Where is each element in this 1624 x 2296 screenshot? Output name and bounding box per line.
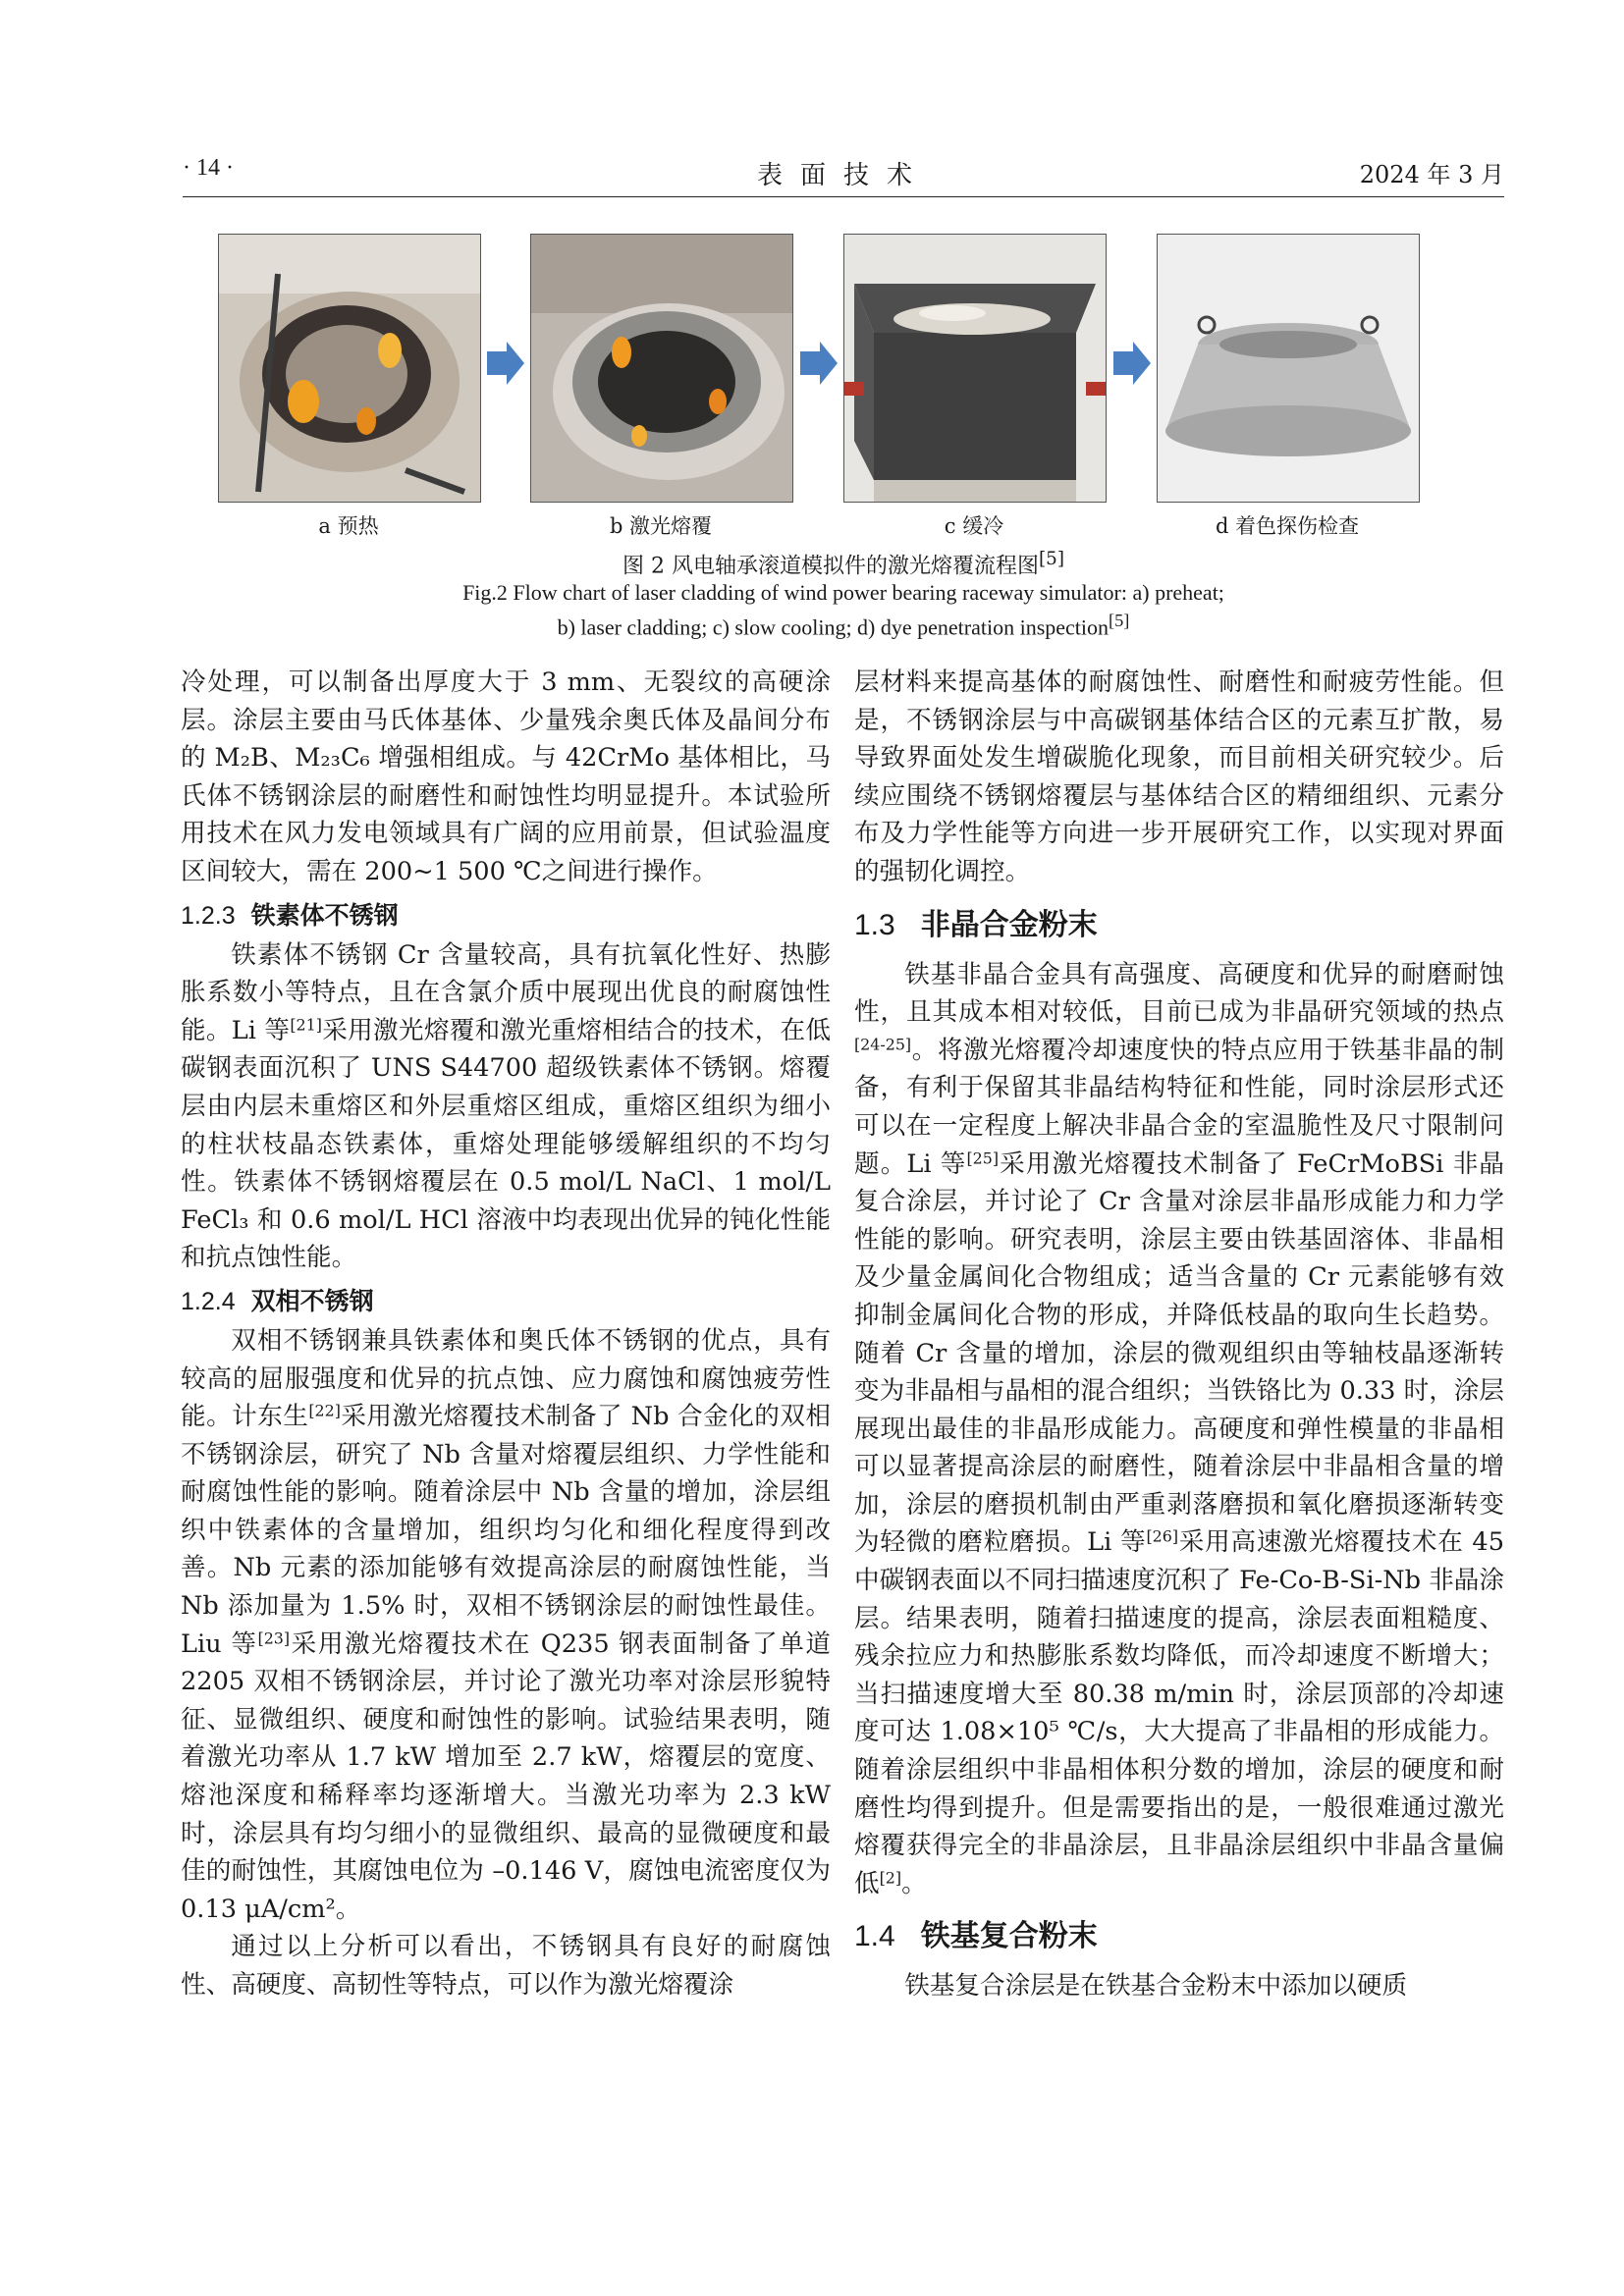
section-heading-1-3 — [854, 905, 1504, 946]
panel-label-c: c 缓冷 — [944, 514, 1004, 538]
text-run: 。 — [901, 1868, 927, 1898]
section-heading-1-2-3 — [181, 897, 831, 934]
arrow-right-icon — [800, 342, 838, 385]
photo-laser-cladding — [530, 234, 793, 503]
text-run: 采用激光熔覆技术制备了 Nb 合金化的双相不锈钢涂层，研究了 Nb 含量对熔覆层组织、力学性能和耐腐蚀性能的影响。随着涂层中 Nb 含量的增加，涂层组织中铁素体的含量增加，组织均匀化和细化程度得到改善。Nb 元素的添加能够有效提高涂层的耐腐蚀性能，当 Nb 添加量为 1.5% 时，双相不锈钢涂层的耐蚀性最佳。Liu 等 — [181, 1402, 831, 1659]
section-number: 1.2.3 — [181, 901, 236, 930]
figure-caption-cn — [183, 546, 1504, 580]
text-run: 采用激光熔覆技术在 Q235 钢表面制备了单道 2205 双相不锈钢涂层，并讨论了激光功率对涂层形貌特征、显微组织、硬度和耐蚀性的影响。试验结果表明，随着激光功率从 1.7 kW 增加至 2.7 kW，熔覆层的宽度、熔池深度和稀释率均逐渐增大。当激光功率为 2.3 kW 时，涂层具有均匀细小的显微组织、最高的显微硬度和最佳的耐蚀性，其腐蚀电位为 –0.146 V，腐蚀电流密度仅为 0.13 μA/cm²。 — [181, 1629, 831, 1924]
text-run: 铁素体不锈钢 Cr 含量较高，具有抗氧化性好、热膨胀系数小等特点，且在含氯介质中展现出优良的耐腐蚀性能。Li 等 — [181, 939, 831, 1045]
text-run: 采用激光熔覆和激光重熔相结合的技术，在低碳钢表面沉积了 UNS S44700 超级铁素体不锈钢。熔覆层由内层未重熔区和外层重熔区组成，重熔区组织为细小的柱状枝晶态铁素体，重熔处理能够缓解组织的不均匀性。铁素体不锈钢熔覆层在 0.5 mol/L NaCl、1 mol/L FeCl₃ 和 0.6 mol/L HCl 溶液中均表现出优异的钝化性能和抗点蚀性能。 — [181, 1015, 831, 1273]
paragraph: 通过以上分析可以看出，不锈钢具有良好的耐腐蚀性、高硬度、高韧性等特点，可以作为激光熔覆涂 — [181, 1932, 831, 2000]
figure-caption-en-line2 — [183, 607, 1504, 641]
citation: [21] — [290, 1015, 322, 1035]
text-run: 采用高速激光熔覆技术在 45 中碳钢表面以不同扫描速度沉积了 Fe-Co-B-Si-Nb 非晶涂层。结果表明，随着扫描速度的提高，涂层表面粗糙度、残余拉应力和热膨胀系数均降低，而冷却速度不断增大；当扫描速度增大至 80.38 m/min 时，涂层顶部的冷却速度可达 1.08×10⁵ ℃/s，大大提高了非晶相的形成能力。随着涂层组织中非晶相体积分数的增加，涂层的硬度和耐磨性均得到提升。但是需要指出的是，一般很难通过激光熔覆获得完全的非晶涂层，且非晶涂层组织中非晶含量偏低 — [854, 1527, 1504, 1898]
paragraph — [181, 936, 831, 1277]
photo-dye-penetration — [1157, 234, 1420, 503]
arrow-right-icon — [1113, 342, 1151, 385]
citation: [22] — [308, 1401, 341, 1420]
citation: [2] — [879, 1868, 902, 1888]
header-rule — [183, 196, 1504, 197]
section-number: 1.4 — [854, 1920, 895, 1953]
paragraph: 层材料来提高基体的耐腐蚀性、耐磨性和耐疲劳性能。但是，不锈钢涂层与中高碳钢基体结合区的元素互扩散，易导致界面处发生增碳脆化现象，而目前相关研究较少。后续应围绕不锈钢熔覆层与基体结合区的精细组织、元素分布及力学性能等方向进一步开展研究工作，以实现对界面的强韧化调控。 — [854, 667, 1504, 886]
section-heading-1-4 — [854, 1916, 1504, 1957]
issue-date: 2024 年 3 月 — [1359, 161, 1504, 188]
citation: [23] — [257, 1628, 291, 1647]
paragraph — [854, 956, 1504, 1903]
figure-caption-en-line1: Fig.2 Flow chart of laser cladding of wind power bearing raceway simulator: a) preheat; — [462, 580, 1224, 605]
caption-en-text: b) laser cladding; c) slow cooling; d) dye penetration inspection — [557, 614, 1110, 640]
running-header — [183, 155, 1504, 194]
citation: [5] — [1109, 611, 1130, 630]
right-column — [854, 664, 1504, 2005]
section-number: 1.3 — [854, 908, 895, 941]
photo-preheat — [218, 234, 481, 503]
section-title: 双相不锈钢 — [250, 1287, 374, 1315]
citation: [5] — [1039, 549, 1064, 569]
section-title: 铁基复合粉末 — [920, 1920, 1098, 1953]
photo-slow-cooling — [843, 234, 1107, 503]
citation: [26] — [1146, 1526, 1179, 1546]
paragraph: 冷处理，可以制备出厚度大于 3 mm、无裂纹的高硬涂层。涂层主要由马氏体基体、少量残余奥氏体及晶间分布的 M₂B、M₂₃C₆ 增强相组成。与 42CrMo 基体相比，马氏体不锈钢涂层的耐磨性和耐蚀性均明显提升。本试验所用技术在风力发电领域具有广阔的应用前景，但试验温度区间较大，需在 200~1 500 ℃之间进行操作。 — [181, 667, 831, 886]
panel-label-b: b 激光熔覆 — [609, 514, 713, 538]
left-column — [181, 664, 831, 2004]
section-title: 铁素体不锈钢 — [250, 901, 399, 930]
text-run: 采用激光熔覆技术制备了 FeCrMoBSi 非晶复合涂层，并讨论了 Cr 含量对涂层非晶形成能力和力学性能的影响。研究表明，涂层主要由铁基固溶体、非晶相及少量金属间化合物组成；适当含量的 Cr 元素能够有效抑制金属间化合物的形成，并降低枝晶的取向生长趋势。随着 Cr 含量的增加，涂层的微观组织由等轴枝晶逐渐转变为非晶相与晶相的混合组织；当铁铬比为 0.33 时，涂层展现出最佳的非晶形成能力。高硬度和弹性模量的非晶相可以显著提高涂层的耐磨性，随着涂层中非晶相含量的增加，涂层的磨损机制由严重剥落磨损和氧化磨损逐渐转变为轻微的磨粒磨损。Li 等 — [854, 1148, 1504, 1558]
caption-cn-text: 图 2 风电轴承滚道模拟件的激光熔覆流程图 — [623, 554, 1040, 579]
citation: [25] — [966, 1148, 1000, 1167]
paragraph: 铁基复合涂层是在铁基合金粉末中添加以硬质 — [904, 1971, 1408, 2002]
text-run: 。将激光熔覆冷却速度快的特点应用于铁基非晶的制备，有利于保留其非晶结构特征和性能，同时涂层形式还可以在一定程度上解决非晶合金的室温脆性及尺寸限制问题。Li 等 — [854, 1035, 1504, 1179]
panel-label-a: a 预热 — [318, 514, 379, 538]
page-number: · 14 · — [183, 155, 234, 181]
section-number: 1.2.4 — [181, 1287, 236, 1315]
text-run: 铁基非晶合金具有高强度、高硬度和优异的耐磨耐蚀性，且其成本相对较低，目前已成为非晶研究领域的热点 — [854, 959, 1504, 1028]
panel-label-d: d 着色探伤检查 — [1215, 514, 1360, 538]
arrow-right-icon — [487, 342, 524, 385]
section-title: 非晶合金粉末 — [920, 908, 1098, 941]
citation: [24-25] — [854, 1035, 912, 1054]
section-heading-1-2-4 — [181, 1283, 831, 1320]
paragraph — [181, 1322, 831, 1929]
journal-title: 表面技术 — [756, 161, 930, 190]
text-run: 双相不锈钢兼具铁素体和奥氏体不锈钢的优点，具有较高的屈服强度和优异的抗点蚀、应力腐蚀和腐蚀疲劳性能。计东生 — [181, 1325, 831, 1432]
